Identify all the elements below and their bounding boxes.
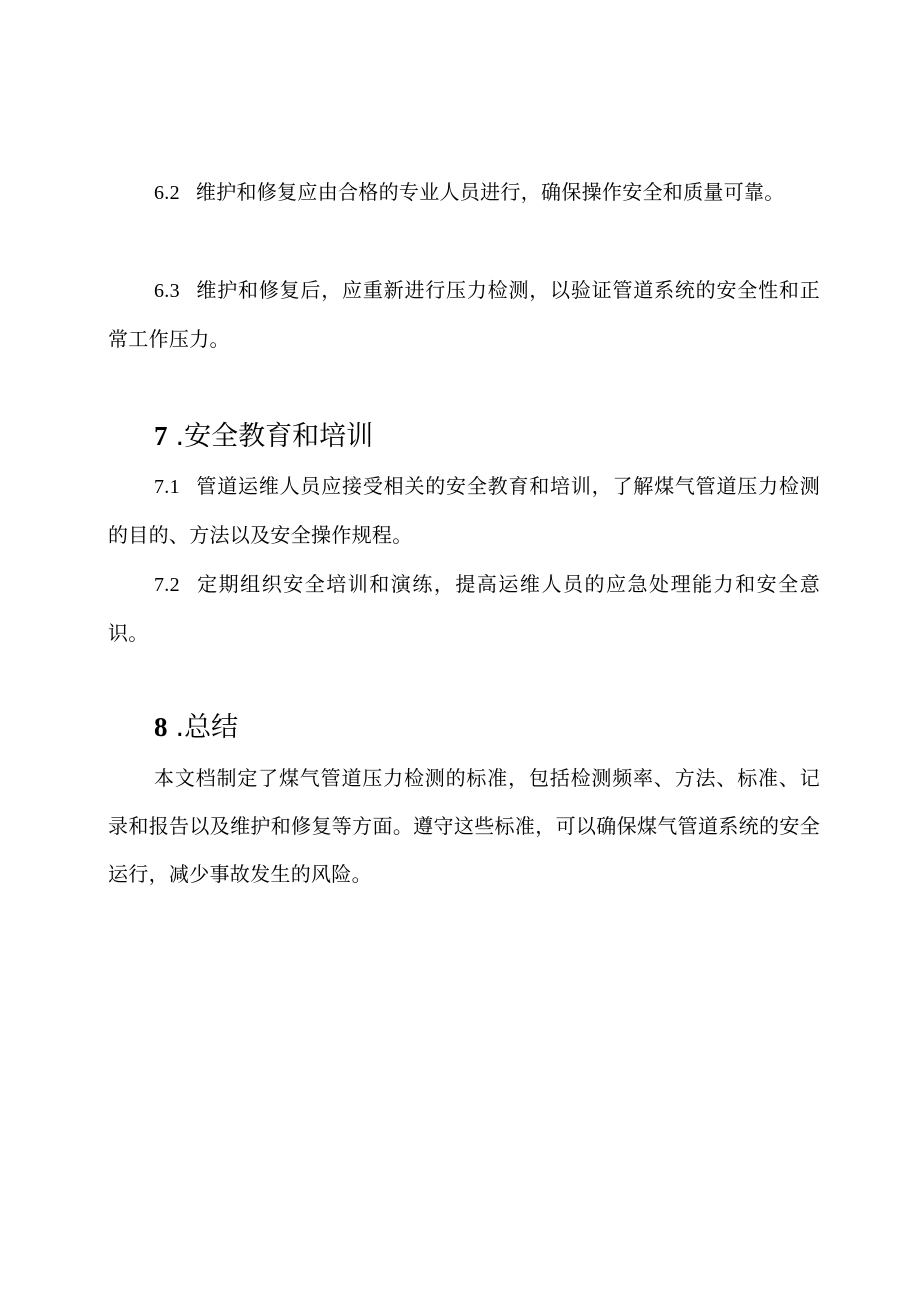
- section-number: 7: [154, 421, 168, 451]
- section-heading-8: [154, 709, 238, 746]
- clause-number: 7.2: [154, 574, 180, 596]
- paragraph-7-2: [108, 560, 820, 657]
- clause-number: 6.3: [154, 280, 180, 302]
- paragraph-summary: [108, 754, 820, 898]
- section-number: 8: [154, 712, 168, 742]
- clause-text: 维护和修复应由合格的专业人员进行，确保操作安全和质量可靠。: [195, 180, 785, 204]
- section-heading-7: [154, 418, 373, 455]
- paragraph-7-1: [108, 462, 820, 559]
- paragraph-6-2: [108, 168, 820, 217]
- clause-text: 维护和修复后，应重新进行压力检测，以验证管道系统的安全性和正常工作压力。: [108, 278, 820, 351]
- clause-number: 7.1: [154, 476, 180, 498]
- clause-text: 定期组织安全培训和演练，提高运维人员的应急处理能力和安全意识。: [108, 572, 820, 645]
- clause-text: 管道运维人员应接受相关的安全教育和培训，了解煤气管道压力检测的目的、方法以及安全操作规程。: [108, 474, 820, 547]
- clause-number: 6.2: [154, 182, 180, 204]
- section-title: .总结: [175, 712, 239, 743]
- section-title: .安全教育和培训: [175, 421, 374, 452]
- paragraph-6-3: [108, 266, 820, 363]
- summary-text: 本文档制定了煤气管道压力检测的标准，包括检测频率、方法、标准、记录和报告以及维护和修复等方面。遵守这些标准，可以确保煤气管道系统的安全运行，减少事故发生的风险。: [108, 766, 820, 886]
